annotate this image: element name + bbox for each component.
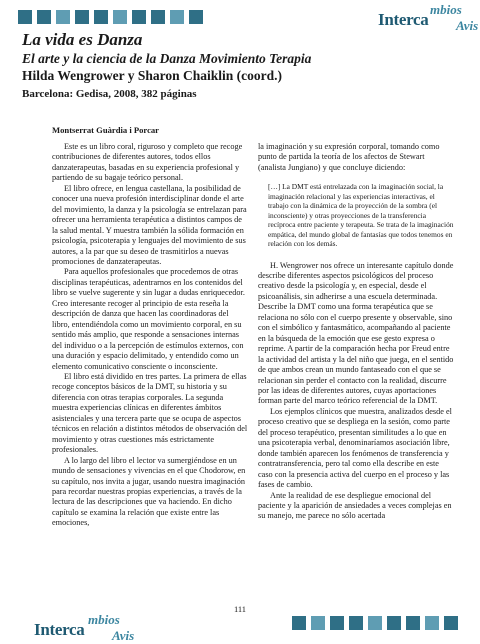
paragraph: El libro está dividido en tres partes. La primera de ellas recoge conceptos básicos de la DMT, su historia y su diferencia con otras terapias corporales. La segunda muestra experiencias clínicas en diferentes ámbitos asistenciales y una tercera parte que se ocupa de aspectos técnicos en relación a distintos métodos de observación del movimiento y otras cuestiones más estrictamente profesionales. — [52, 371, 248, 455]
header-squares — [18, 10, 203, 24]
paragraph: Para aquellos profesionales que procedemos de otras disciplinas terapéuticas, adentrarnos en los contenidos del libro se vuelve sugerente y sin lugar a dudas enriquecedor. Creo interesante recoger al principio de esta reseña la descripción de danza que hacen las coordinadoras del libro, entendiéndola como un movimiento corporal, en su sentido más amplio, que responde a sensaciones internas del individuo o a la percepción de estímulos externos, con una duración y espacio delimitado, y entendido como un elemento comunicativo consciente o inconsciente. — [52, 267, 245, 371]
paragraph: Este es un libro coral, riguroso y completo que recoge contribuciones de diferentes autores, todos ellos danzaterapeutas, basadas en su experiencia profesional y partiendo de su bagaje teórico personal. — [52, 142, 243, 183]
decor-square — [349, 616, 363, 630]
block-quote — [268, 182, 454, 248]
decor-square — [387, 616, 401, 630]
quote-text: […] La DMT está entrelazada con la imaginación social, la imaginación relacional y las experiencias interactivas, el trabajo con la dinámica de la proyección de la sombra (el inconsciente) y otras proyecciones de la transferencia recíproca entre paciente y terapeuta. Se trata de la imaginación empática, del mundo global de fantasías que todos tenemos en relación con los demás. — [268, 182, 454, 249]
decor-square — [56, 10, 70, 24]
decor-square — [132, 10, 146, 24]
book-authors: Hilda Wengrower y Sharon Chaiklin (coord.) — [22, 68, 283, 83]
decor-square — [444, 616, 458, 630]
reviewer-name: Montserrat Guàrdia i Porcar — [52, 125, 159, 135]
decor-square — [368, 616, 382, 630]
paragraph: El libro ofrece, en lengua castellana, la posibilidad de conocer una nueva profesión interdisciplinar donde el arte del movimiento, la danza y la psicología se entrelazan para ofrecer una herramienta terapéutica a distintos campos de la salud mental. Y muestra también la sólida formación en psicología, psicoterapia y lenguajes del movimiento de sus autores, a la par que su deseo de trasmitirlos a nuevas promociones de danzaterapeutas. — [52, 183, 247, 266]
decor-square — [189, 10, 203, 24]
paragraph: Ante la realidad de ese despliegue emocional del paciente y la aparición de ansiedades a veces complejas en su manejo, me parece no sólo acertada — [258, 490, 452, 521]
logo-accent-2: Avis — [112, 628, 135, 643]
right-column — [258, 142, 454, 522]
page-number: 111 — [233, 604, 247, 614]
book-publication: Barcelona: Gedisa, 2008, 382 páginas — [22, 88, 197, 100]
review-heading — [22, 30, 462, 103]
book-title: La vida es Danza — [22, 30, 143, 49]
decor-square — [330, 616, 344, 630]
book-subtitle: El arte y la ciencia de la Danza Movimiento Terapia — [22, 51, 312, 66]
logo-word: Interca — [378, 10, 429, 29]
paragraph: H. Wengrower nos ofrece un interesante capítulo donde describe diferentes aspectos psicológicos del proceso creativo desde la psicología y, en especial, desde el psicoanálisis, sin adherirse a una escuela determinada. Describe la DMT como una forma terapéutica que se relaciona no sólo con el cuerpo presente y observable, sino con el simbólico y fantasmático, acompañando al paciente en la búsqueda de la emoción que ese gesto expresa o reprime. A partir de la comparación hecha por Freud entre la actividad del artista y la del niño que juega, en el sentido de que ambos crean un mundo fantaseado con el que se relacionan sin perder el contacto con la realidad, discurre por las ideas de diferentes autores, cuyas aportaciones forman parte del marco teórico referencial de la DMT. — [258, 260, 454, 406]
paragraph: A lo largo del libro el lector va sumergiéndose en un mundo de sensaciones y vivencias en el que Chodorow, en su capítulo, nos invita a jugar, usando nuestra imaginación para recordar nuestras propias experiencias, a través de la lectura de las descripciones que va haciendo. En dicho capítulo se examina la relación que existe entre las emociones, — [52, 455, 246, 528]
logo-word: Interca — [34, 620, 85, 639]
decor-square — [94, 10, 108, 24]
left-column — [52, 142, 248, 529]
decor-square — [75, 10, 89, 24]
decor-square — [425, 616, 439, 630]
decor-square — [18, 10, 32, 24]
decor-square — [311, 616, 325, 630]
logo-accent: mbios — [430, 2, 462, 17]
decor-square — [113, 10, 127, 24]
decor-square — [292, 616, 306, 630]
paragraph: Los ejemplos clínicos que muestra, analizados desde el proceso creativo que se despliega en la sesión, como parte del proceso terapéutico, presentan similitudes a lo que en una psicoterapia verbal, denominaríamos asociación libre, donde también aparecen los fenómenos de transferencia y contratransferencia, pero tal como ella describe en este caso con la presencia activa del cuerpo en el proceso y las fases de cambio. — [258, 406, 452, 490]
decor-square — [406, 616, 420, 630]
logo-accent-2: Avis — [456, 18, 479, 33]
decor-square — [151, 10, 165, 24]
decor-square — [170, 10, 184, 24]
paragraph: la imaginación y su expresión corporal, tomando como punto de partida la teoría de los afectos de Stewart (analista Jungiano) y que concluye diciendo: — [258, 142, 440, 172]
logo-accent: mbios — [88, 612, 120, 627]
decor-square — [37, 10, 51, 24]
footer-squares — [292, 616, 458, 630]
